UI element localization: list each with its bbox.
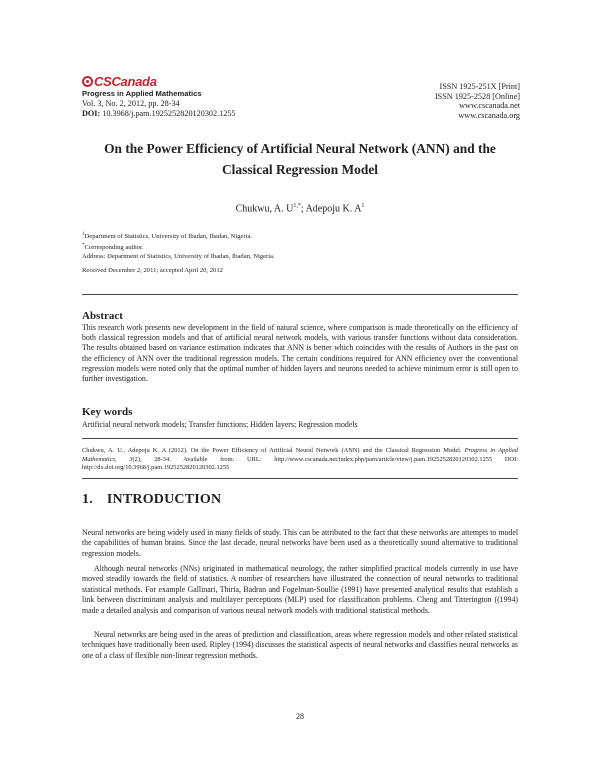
citation-text xyxy=(82,447,518,473)
doi-label: DOI: xyxy=(82,109,101,118)
publisher-logo xyxy=(82,74,157,89)
keywords-heading: Key words xyxy=(82,406,133,418)
author-1: Chukwu, A. U xyxy=(235,203,294,215)
affiliations xyxy=(82,230,275,275)
logo-mark-icon xyxy=(82,76,93,87)
affiliation-line xyxy=(82,230,275,241)
keywords-text: Artificial neural network models; Transfer functions; Hidden layers; Regression models xyxy=(82,420,358,429)
journal-info xyxy=(82,89,236,119)
journal-url-net[interactable]: www.cscanada.net xyxy=(459,101,520,111)
citation-prefix: Chukwu, A. U., Adepoju K. A (2012). On the Power Efficiency of Artificial Neural Network (ANN) and the Classical Regression Model. xyxy=(82,447,465,454)
intro-paragraph-2: Although neural networks (NNs) originated in mathematical neurology, the rather simplified practical models currently in use have moved steadily towards the field of statistics. A number of researchers have illustrated the connection of neural networks to traditional statistical methods. For example Gallinari, Thiria, Badran and Fogelman-Soullie (1991) have presented analytical results that establish a link between discriminant analysis and multilayer perceptions (MLP) used for classification problems. Cheng and Titterington ((1994) made a detailed analysis and comparison of various neural network models with traditional statistical methods. xyxy=(82,564,518,615)
title-line-2: Classical Regression Model xyxy=(222,162,378,177)
journal-name: Progress in Applied Mathematics xyxy=(82,89,202,98)
issn-print: ISSN 1925-251X [Print] xyxy=(439,82,520,91)
section-title: INTRODUCTION xyxy=(106,492,222,507)
abstract-heading: Abstract xyxy=(82,310,123,322)
corresponding-sup: * xyxy=(82,243,85,249)
journal-url-org[interactable]: www.cscanada.org xyxy=(458,110,520,120)
intro-paragraph-1: Neural networks are being widely used in many fields of study. This can be attributed to the fact that these networks are attempts to model the capabilities of human brains. Since the last decade, neural networks have been used as a theoretically sound alternative to traditional regression models. xyxy=(82,528,518,558)
volume-line: Vol. 3, No. 2, 2012, pp. 28-34 xyxy=(82,99,180,108)
author-line xyxy=(0,203,600,214)
author-2-sup: 1 xyxy=(361,203,365,209)
issn-online: ISSN 1925-2528 [Online] xyxy=(434,91,520,101)
received-date: Received December 2, 2011; accepted April 20, 2012 xyxy=(82,267,223,275)
section-number: 1. xyxy=(82,492,93,507)
doi-line xyxy=(82,109,236,119)
affiliation-sup: 1 xyxy=(82,232,85,237)
citation-suffix: (2), 28-34. Available from: URL: http://www.cscanada.net/index.php/pam/article/view/j.pam.1925252820120302.1255 DOI: http://dx.doi.org/10.3968/j.pam.1925252820120302.1255 xyxy=(82,455,518,472)
issn-block xyxy=(435,82,520,120)
divider-top xyxy=(82,294,518,295)
title-line-1: On the Power Efficiency of Artificial Neural Network (ANN) and the xyxy=(104,141,496,156)
author-1-sup: 1,* xyxy=(293,203,301,209)
affiliation-text: Department of Statistics, University of Ibadan, Ibadan, Nigeria. xyxy=(84,233,253,241)
author-separator: ; Adepoju K. A xyxy=(300,203,362,215)
corresponding-text: Corresponding author. xyxy=(84,244,144,252)
corresponding-line xyxy=(82,241,275,252)
section-heading xyxy=(82,492,221,508)
citation-journal: Progress in Applied Mathematics, 3 xyxy=(82,447,518,463)
logo-text: CSCanada xyxy=(94,74,157,89)
divider-middle xyxy=(82,438,518,439)
paper-title xyxy=(70,138,530,180)
page-number: 28 xyxy=(296,712,304,721)
abstract-text: This research work presents new development in the field of natural science, where comparison is made theoretically on the efficiency of both classical regression models and that of artificial neural network models, with various transfer functions without data consideration. The results obtained based on variance estimation indicates that ANN is better which coincides with the results of Authors in the past on the efficiency of ANN over the traditional regression models. The certain conditions required for ANN efficiency over the conventional regression models were noted only that the optimal number of hidden layers and neurons needed to achieve minimum error is still open to further investigation. xyxy=(82,323,518,384)
intro-paragraph-3: Neural networks are being used in the areas of prediction and classification, areas where regression models and other related statistical techniques have traditionally been used. Ripley (1994) discusses the statistical aspects of neural networks and classifies neural networks as one of a class of flexible non-linear regression methods. xyxy=(82,630,518,660)
doi-value: 10.3968/j.pam.1925252820120302.1255 xyxy=(102,109,236,118)
divider-bottom xyxy=(82,478,518,479)
address-line: Address: Department of Statistics, University of Ibadan, Ibadan, Nigeria. xyxy=(82,253,275,261)
